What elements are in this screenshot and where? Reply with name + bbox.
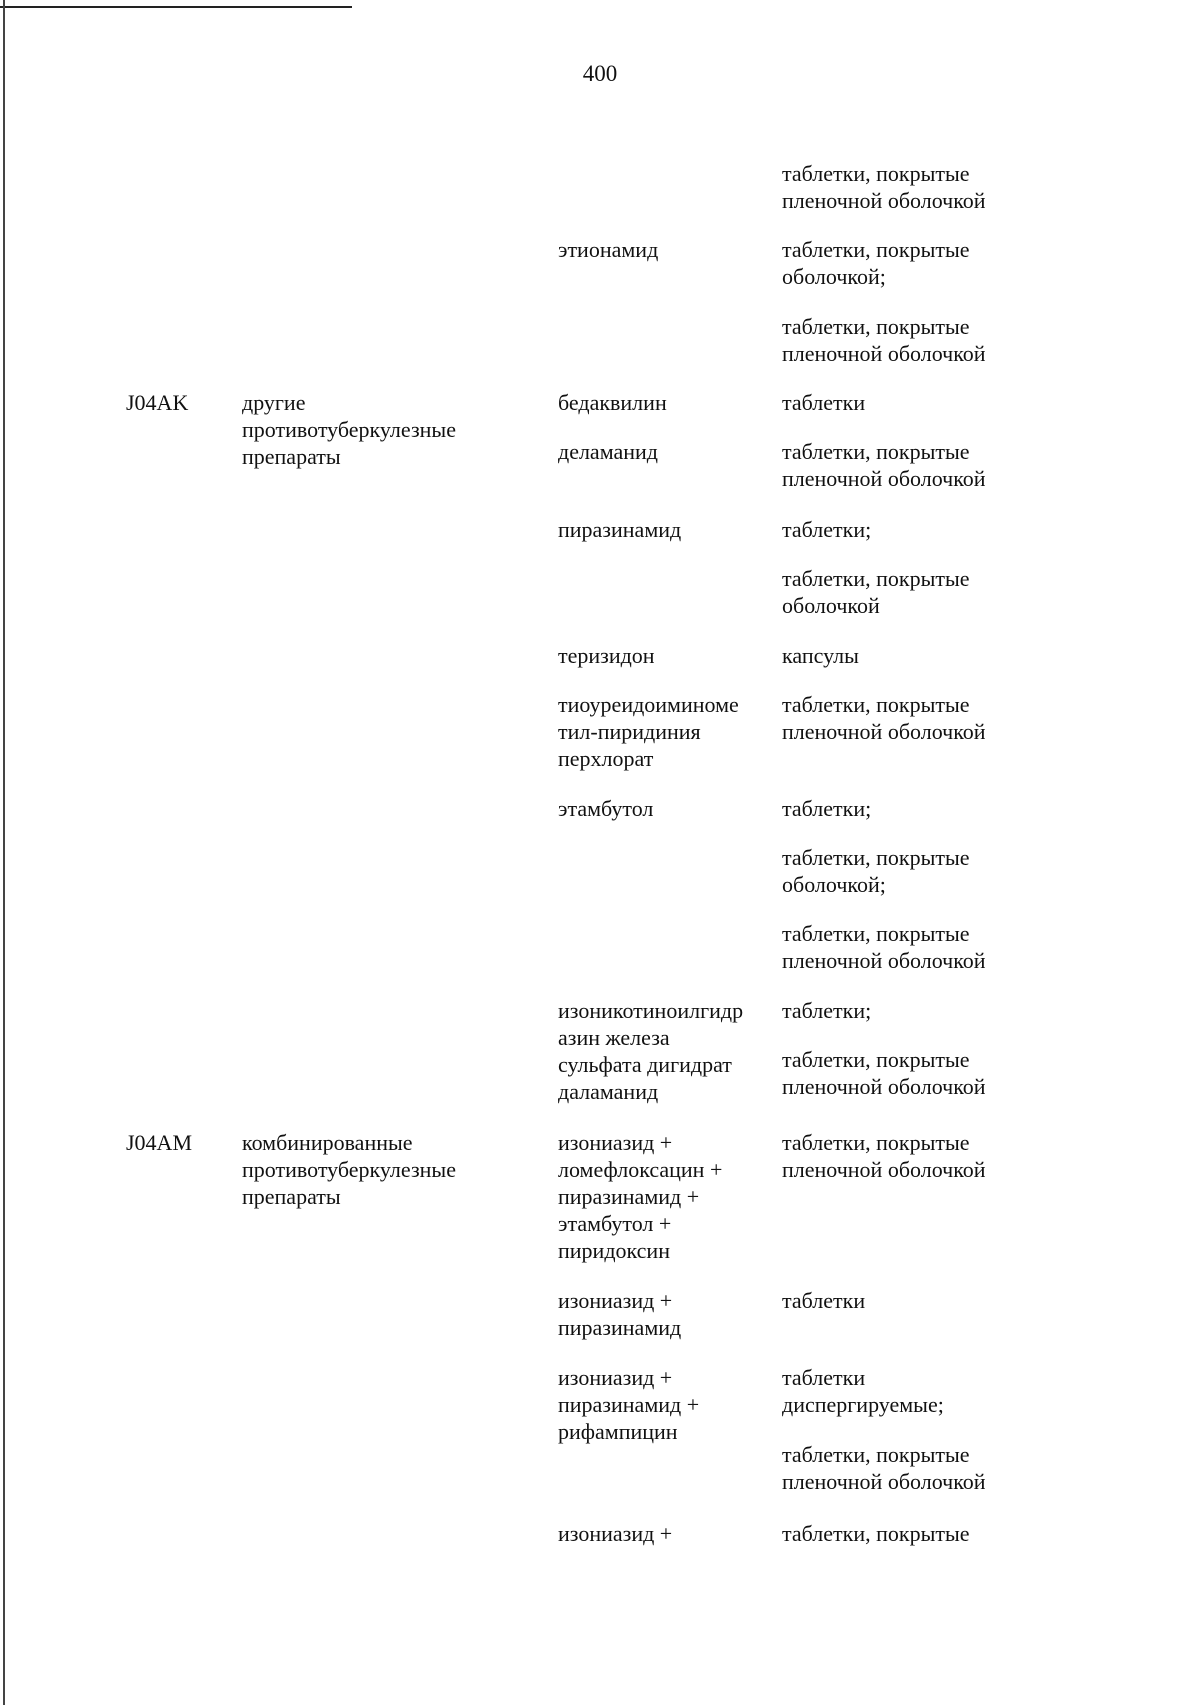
dosage-form: таблетки, покрытые пленочной оболочкой: [782, 1442, 986, 1494]
dosage-form: таблетки, покрытые пленочной оболочкой: [782, 314, 986, 366]
drug-name: бедаквилин: [558, 390, 667, 415]
drug-name: деламанид: [558, 439, 658, 464]
atc-group-name: комбинированные противотуберкулезные препараты: [242, 1130, 456, 1209]
dosage-form: таблетки, покрытые пленочной оболочкой: [782, 161, 986, 213]
drug-name: изониазид + пиразинамид + рифампицин: [558, 1365, 700, 1444]
dosage-form: таблетки, покрытые: [782, 1521, 970, 1546]
dosage-form: таблетки, покрытые оболочкой: [782, 566, 970, 618]
dosage-form: капсулы: [782, 643, 859, 668]
page-number: 400: [582, 61, 618, 86]
dosage-form: таблетки;: [782, 796, 872, 821]
dosage-form: таблетки, покрытые оболочкой;: [782, 845, 970, 897]
atc-code: J04AK: [126, 390, 189, 415]
drug-name: изоникотиноилгидр азин железа сульфата дигидрат даламанид: [558, 998, 744, 1104]
drug-name: теризидон: [558, 643, 655, 668]
dosage-form: таблетки, покрытые пленочной оболочкой: [782, 439, 986, 491]
drug-name: изониазид + пиразинамид: [558, 1288, 682, 1340]
scan-edge-left: [3, 0, 5, 1705]
drug-name: тиоуреидоиминоме тил-пиридиния перхлорат: [558, 692, 739, 771]
dosage-form: таблетки: [782, 390, 866, 415]
dosage-form: таблетки, покрытые пленочной оболочкой: [782, 692, 986, 744]
dosage-form: таблетки, покрытые пленочной оболочкой: [782, 1130, 986, 1182]
atc-code: J04AM: [126, 1130, 193, 1155]
dosage-form: таблетки, покрытые оболочкой;: [782, 237, 970, 289]
drug-name: изониазид +: [558, 1521, 673, 1546]
dosage-form: таблетки;: [782, 517, 872, 542]
dosage-form: таблетки диспергируемые;: [782, 1365, 944, 1417]
drug-name: этамбутол: [558, 796, 654, 821]
scan-edge-top: [0, 6, 352, 8]
dosage-form: таблетки, покрытые пленочной оболочкой: [782, 921, 986, 973]
atc-group-name: другие противотуберкулезные препараты: [242, 390, 456, 469]
dosage-form: таблетки, покрытые пленочной оболочкой: [782, 1047, 986, 1099]
drug-name: пиразинамид: [558, 517, 682, 542]
drug-name: этионамид: [558, 237, 659, 262]
dosage-form: таблетки: [782, 1288, 866, 1313]
drug-name: изониазид + ломефлоксацин + пиразинамид + этамбутол + пиридоксин: [558, 1130, 723, 1263]
dosage-form: таблетки;: [782, 998, 872, 1023]
